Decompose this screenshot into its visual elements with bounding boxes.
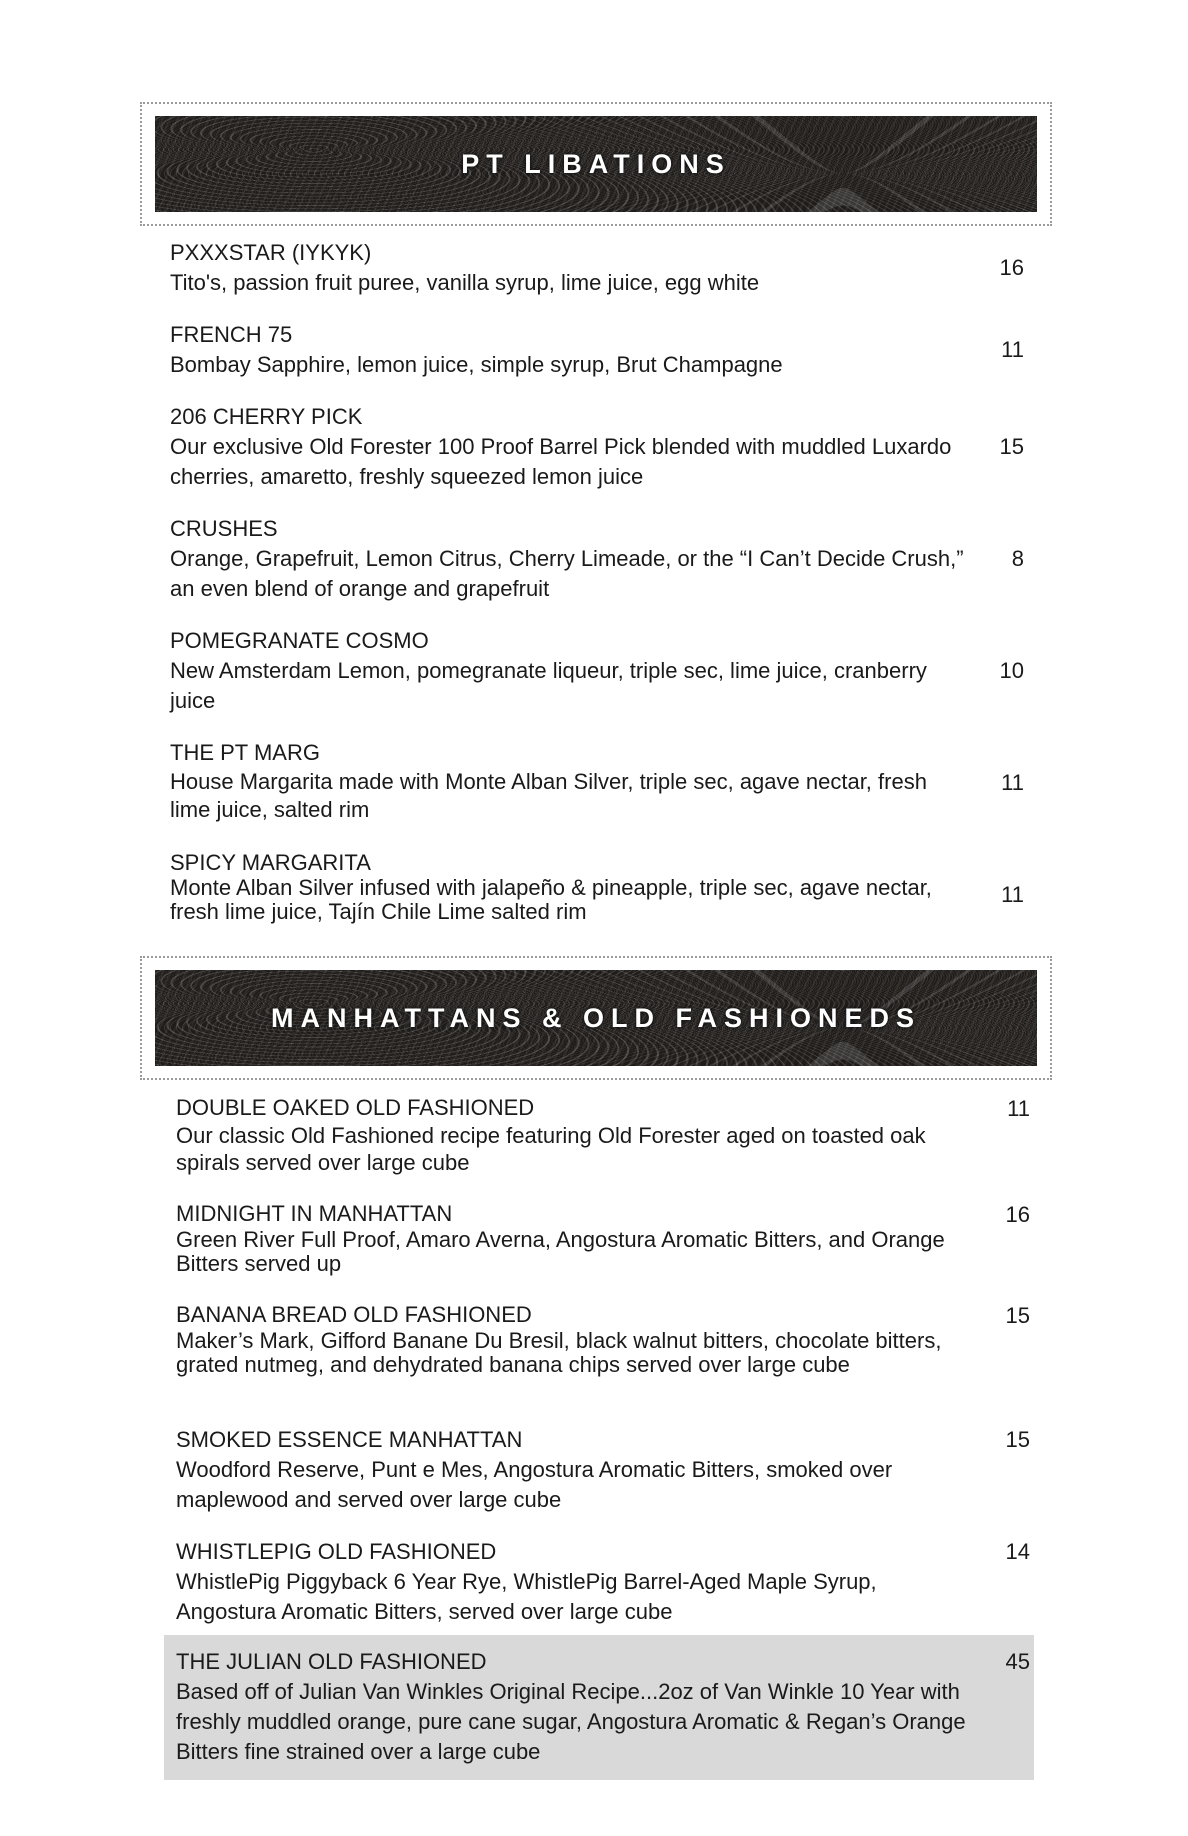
item-name: SMOKED ESSENCE MANHATTAN xyxy=(176,1427,523,1452)
item-description: WhistlePig Piggyback 6 Year Rye, WhistlePig Barrel-Aged Maple Syrup, Angostura Aromatic Bitters, served over large cube xyxy=(176,1569,877,1624)
item-description: Woodford Reserve, Punt e Mes, Angostura Aromatic Bitters, smoked over maplewood and served over large cube xyxy=(176,1457,893,1512)
item-price: 11 xyxy=(1007,1096,1030,1121)
section-header-libations xyxy=(140,102,1052,226)
item-name: WHISTLEPIG OLD FASHIONED xyxy=(176,1539,497,1564)
item-description: Monte Alban Silver infused with jalapeño & pineapple, triple sec, agave nectar, fresh lime juice, Tajín Chile Lime salted rim xyxy=(170,875,932,924)
item-price: 14 xyxy=(1005,1539,1030,1564)
menu-item xyxy=(170,514,1040,604)
item-description: Orange, Grapefruit, Lemon Citrus, Cherry Limeade, or the “I Can’t Decide Crush,” an even blend of orange and grapefruit xyxy=(170,546,964,601)
section-title: MANHATTANS & OLD FASHIONEDS xyxy=(271,1002,921,1033)
item-name: DOUBLE OAKED OLD FASHIONED xyxy=(176,1095,535,1120)
item-description: House Margarita made with Monte Alban Silver, triple sec, agave nectar, fresh lime juice, salted rim xyxy=(170,769,927,822)
section-title: PT LIBATIONS xyxy=(461,148,731,179)
item-name: BANANA BREAD OLD FASHIONED xyxy=(176,1302,532,1327)
item-description: New Amsterdam Lemon, pomegranate liqueur, triple sec, lime juice, cranberry juice xyxy=(170,658,927,713)
item-name: SPICY MARGARITA xyxy=(170,850,371,875)
item-name: THE PT MARG xyxy=(170,740,320,765)
item-name: 206 CHERRY PICK xyxy=(170,404,363,429)
menu-item xyxy=(176,1200,1046,1276)
item-price: 15 xyxy=(1005,1427,1030,1452)
item-price: 15 xyxy=(999,434,1024,459)
item-price: 11 xyxy=(1001,770,1024,795)
item-name: PXXXSTAR (IYKYK) xyxy=(170,240,372,265)
item-name: POMEGRANATE COSMO xyxy=(170,628,429,653)
section-header-manhattans xyxy=(140,956,1052,1080)
menu-item xyxy=(170,626,1040,716)
menu-item xyxy=(176,1301,1046,1377)
item-price: 45 xyxy=(1005,1649,1030,1674)
item-price: 8 xyxy=(1011,546,1024,571)
menu-item xyxy=(176,1537,1046,1627)
menu-item xyxy=(176,1094,1046,1176)
menu-item xyxy=(170,850,1040,924)
item-name: FRENCH 75 xyxy=(170,322,293,347)
item-description: Based off of Julian Van Winkles Original Recipe...2oz of Van Winkle 10 Year with freshly muddled orange, pure cane sugar, Angostura Aromatic & Regan’s Orange Bitters fine strained over a large cube xyxy=(176,1679,966,1764)
item-price: 16 xyxy=(1005,1202,1030,1227)
item-price: 15 xyxy=(1005,1303,1030,1328)
item-price: 11 xyxy=(1001,882,1024,907)
item-price: 16 xyxy=(999,255,1024,280)
item-description: Bombay Sapphire, lemon juice, simple syrup, Brut Champagne xyxy=(170,352,783,377)
item-price: 11 xyxy=(1001,337,1024,362)
item-description: Maker’s Mark, Gifford Banane Du Bresil, black walnut bitters, chocolate bitters, grated nutmeg, and dehydrated banana chips served over large cube xyxy=(176,1328,942,1377)
menu-item xyxy=(170,238,1040,298)
menu-item xyxy=(170,320,1040,380)
header-banner xyxy=(155,116,1037,212)
item-name: MIDNIGHT IN MANHATTAN xyxy=(176,1201,453,1226)
menu-item xyxy=(170,402,1040,492)
item-description: Our classic Old Fashioned recipe featuring Old Forester aged on toasted oak spirals served over large cube xyxy=(176,1123,926,1175)
menu-item xyxy=(170,738,1040,824)
item-description: Tito's, passion fruit puree, vanilla syrup, lime juice, egg white xyxy=(170,270,760,295)
item-name: CRUSHES xyxy=(170,516,278,541)
item-price: 10 xyxy=(999,658,1024,683)
header-banner xyxy=(155,970,1037,1066)
item-description: Green River Full Proof, Amaro Averna, Angostura Aromatic Bitters, and Orange Bitters served up xyxy=(176,1227,945,1276)
menu-item xyxy=(176,1425,1046,1515)
item-name: THE JULIAN OLD FASHIONED xyxy=(176,1649,487,1674)
item-description: Our exclusive Old Forester 100 Proof Barrel Pick blended with muddled Luxardo cherries, amaretto, freshly squeezed lemon juice xyxy=(170,434,952,489)
menu-item-featured xyxy=(176,1647,1046,1767)
